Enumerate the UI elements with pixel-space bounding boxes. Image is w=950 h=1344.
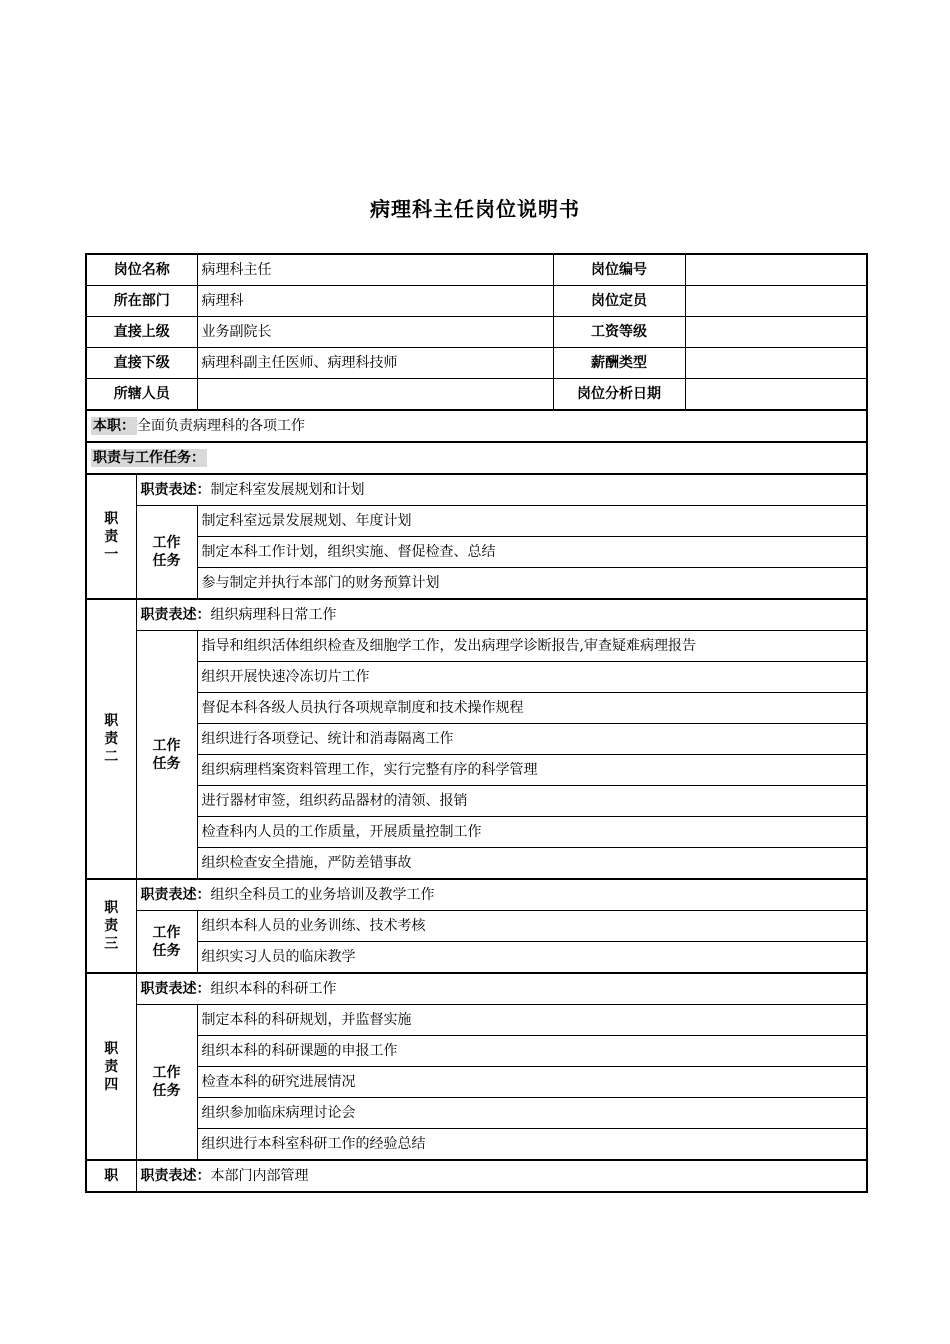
duty-description-row xyxy=(86,973,867,1005)
task-row xyxy=(86,662,867,693)
task-row xyxy=(86,506,867,537)
duty-name-char: 三 xyxy=(104,936,119,952)
info-row xyxy=(86,317,867,348)
info-label: 所在部门 xyxy=(86,286,197,317)
work-label-line: 任务 xyxy=(152,553,181,569)
duty-name-char: 职 xyxy=(104,1168,119,1184)
task-item: 制定本科工作计划，组织实施、督促检查、总结 xyxy=(197,537,867,568)
info-value: 业务副院长 xyxy=(197,317,553,348)
main-duty-row xyxy=(86,410,867,442)
duty-description-value: 组织本科的科研工作 xyxy=(210,981,337,997)
task-item: 组织病理档案资料管理工作，实行完整有序的科学管理 xyxy=(197,755,867,786)
task-item: 组织进行本科室科研工作的经验总结 xyxy=(197,1129,867,1161)
task-row xyxy=(86,1005,867,1036)
task-row xyxy=(86,724,867,755)
task-item: 制定科室远景发展规划、年度计划 xyxy=(197,506,867,537)
info-value: 病理科主任 xyxy=(197,254,553,286)
info-label: 岗位名称 xyxy=(86,254,197,286)
info-value: 病理科副主任医师、病理科技师 xyxy=(197,348,553,379)
work-label-line: 工作 xyxy=(152,737,181,754)
task-row xyxy=(86,1098,867,1129)
info-label: 所辖人员 xyxy=(86,379,197,411)
duty-description-row xyxy=(86,474,867,506)
work-task-label xyxy=(136,631,197,880)
work-label-line: 工作 xyxy=(152,924,181,941)
work-label-line: 工作 xyxy=(152,535,181,551)
main-duty-value: 全面负责病理科的各项工作 xyxy=(137,418,305,434)
task-item: 检查科内人员的工作质量，开展质量控制工作 xyxy=(197,817,867,848)
duty-description-label: 职责表述： xyxy=(140,607,211,623)
task-row xyxy=(86,1129,867,1161)
info-row xyxy=(86,286,867,317)
duty-description-label: 职责表述： xyxy=(140,1168,211,1184)
info-label: 直接下级 xyxy=(86,348,197,379)
info-value: 病理科 xyxy=(197,286,553,317)
info-label: 岗位定员 xyxy=(553,286,685,317)
duty-name-char: 职 xyxy=(104,1040,119,1057)
duties-header: 职责与工作任务： xyxy=(93,450,205,466)
duty-description-value: 组织病理科日常工作 xyxy=(210,607,337,623)
duty-name xyxy=(86,879,136,973)
duty-description-value: 本部门内部管理 xyxy=(210,1168,309,1184)
duty-description-row xyxy=(86,599,867,631)
duty-name-char: 二 xyxy=(104,749,119,765)
task-row xyxy=(86,911,867,942)
task-row xyxy=(86,537,867,568)
info-row xyxy=(86,379,867,411)
task-item: 组织本科的科研课题的申报工作 xyxy=(197,1036,867,1067)
duty-name xyxy=(86,973,136,1160)
duty-description-row xyxy=(86,879,867,911)
duties-header-row xyxy=(86,442,867,474)
task-item: 组织检查安全措施，严防差错事故 xyxy=(197,848,867,880)
duty-name-char: 四 xyxy=(104,1076,119,1093)
duty-description-label: 职责表述： xyxy=(140,981,211,997)
info-value xyxy=(685,286,867,317)
duty-name-char: 责 xyxy=(104,528,119,545)
duty-description-label: 职责表述： xyxy=(140,887,211,903)
main-duty-cell xyxy=(86,410,867,442)
duty-name xyxy=(86,599,136,879)
duty-description-cell xyxy=(136,879,867,911)
task-row xyxy=(86,848,867,880)
task-item: 指导和组织活体组织检查及细胞学工作，发出病理学诊断报告,审查疑难病理报告 xyxy=(197,631,867,662)
duty-description-cell xyxy=(136,973,867,1005)
task-item: 督促本科各级人员执行各项规章制度和技术操作规程 xyxy=(197,693,867,724)
main-duty-label: 本职： xyxy=(93,418,135,434)
duty-name-char: 职 xyxy=(104,713,119,729)
duty-description-value: 组织全科员工的业务培训及教学工作 xyxy=(210,887,435,903)
task-item: 组织本科人员的业务训练、技术考核 xyxy=(197,911,867,942)
info-value xyxy=(685,348,867,379)
duty-description-cell xyxy=(136,474,867,506)
info-label: 岗位分析日期 xyxy=(553,379,685,411)
task-item: 参与制定并执行本部门的财务预算计划 xyxy=(197,568,867,600)
duty-description-cell xyxy=(136,1160,867,1192)
job-description-table xyxy=(85,253,868,1193)
duty-description-value: 制定科室发展规划和计划 xyxy=(210,482,365,498)
task-row xyxy=(86,942,867,974)
task-row xyxy=(86,1036,867,1067)
info-row xyxy=(86,254,867,286)
task-item: 组织开展快速冷冻切片工作 xyxy=(197,662,867,693)
work-task-label xyxy=(136,1005,197,1161)
duty-name xyxy=(86,1160,136,1192)
info-value xyxy=(685,379,867,411)
info-label: 岗位编号 xyxy=(553,254,685,286)
duty-name-char: 责 xyxy=(104,731,119,747)
work-label-line: 任务 xyxy=(152,942,181,959)
task-row xyxy=(86,631,867,662)
duty-name-char: 职 xyxy=(104,900,119,916)
task-item: 组织参加临床病理讨论会 xyxy=(197,1098,867,1129)
duty-name-char: 责 xyxy=(104,918,119,934)
task-item: 制定本科的科研规划，并监督实施 xyxy=(197,1005,867,1036)
duty-description-row xyxy=(86,1160,867,1192)
work-label-line: 任务 xyxy=(152,755,181,772)
page-title: 病理科主任岗位说明书 xyxy=(370,197,580,221)
info-value xyxy=(685,254,867,286)
info-label: 薪酬类型 xyxy=(553,348,685,379)
work-label-line: 任务 xyxy=(152,1083,181,1099)
info-label: 工资等级 xyxy=(553,317,685,348)
duty-description-cell xyxy=(136,599,867,631)
task-row xyxy=(86,817,867,848)
duty-name-char: 职 xyxy=(104,510,119,527)
task-row xyxy=(86,568,867,600)
work-task-label xyxy=(136,911,197,974)
task-row xyxy=(86,755,867,786)
task-row xyxy=(86,1067,867,1098)
info-label: 直接上级 xyxy=(86,317,197,348)
duty-name-char: 责 xyxy=(104,1058,119,1075)
duty-name xyxy=(86,474,136,599)
task-item: 组织进行各项登记、统计和消毒隔离工作 xyxy=(197,724,867,755)
work-label-line: 工作 xyxy=(152,1065,181,1081)
info-row xyxy=(86,348,867,379)
task-row xyxy=(86,786,867,817)
task-item: 进行器材审签，组织药品器材的清领、报销 xyxy=(197,786,867,817)
task-item: 组织实习人员的临床教学 xyxy=(197,942,867,974)
duties-header-cell xyxy=(86,442,867,474)
task-item: 检查本科的研究进展情况 xyxy=(197,1067,867,1098)
task-row xyxy=(86,693,867,724)
work-task-label xyxy=(136,506,197,600)
info-value xyxy=(197,379,553,411)
duty-description-label: 职责表述： xyxy=(140,482,211,498)
duty-name-char: 一 xyxy=(104,546,119,563)
info-value xyxy=(685,317,867,348)
